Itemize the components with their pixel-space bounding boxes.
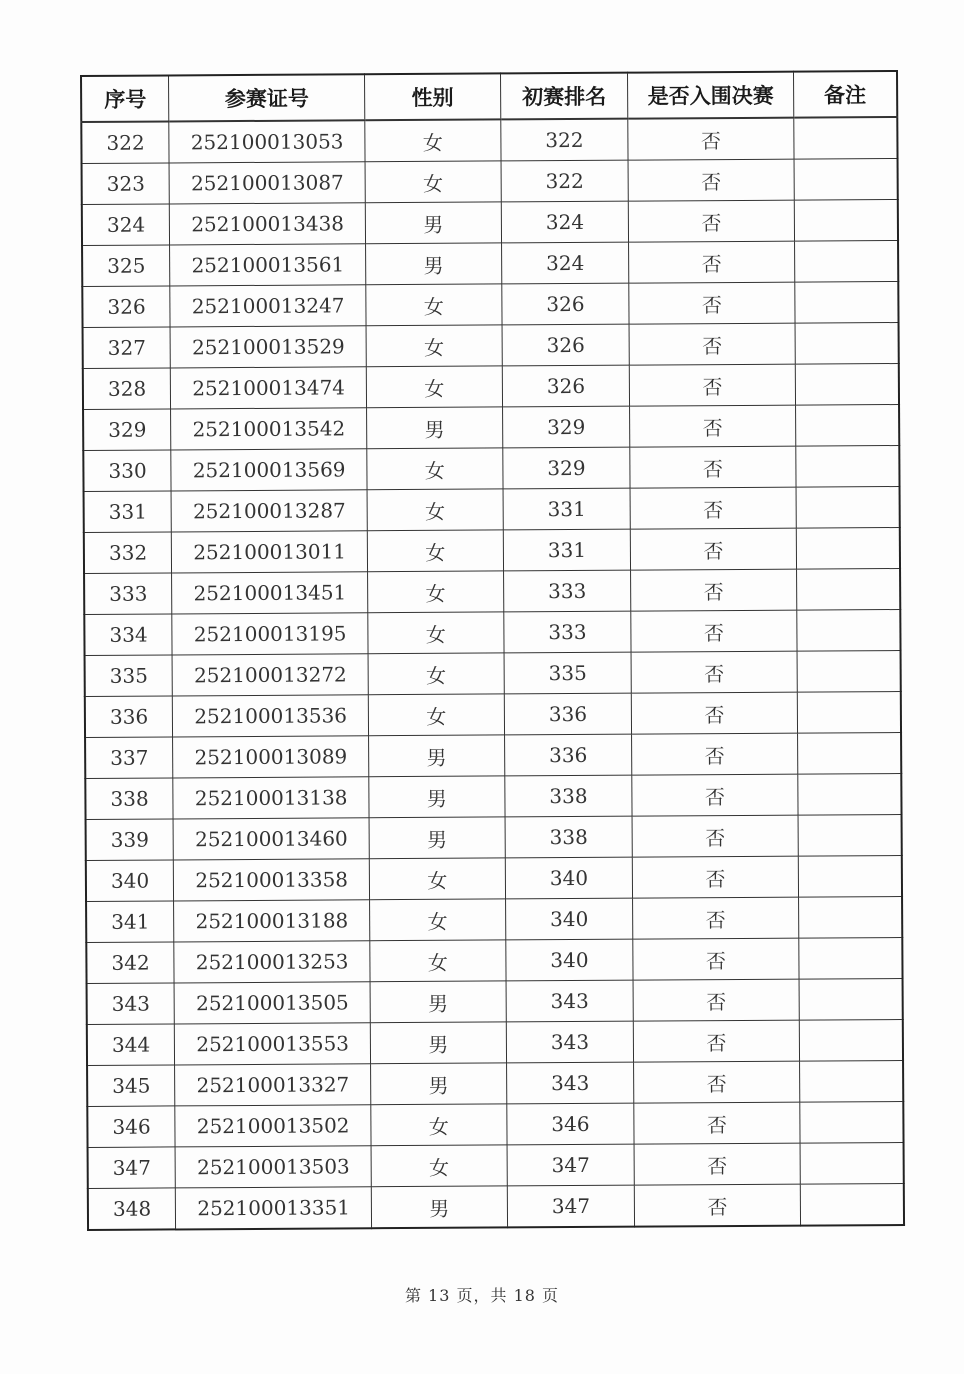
table-row	[83, 405, 899, 451]
cell-id: 252100013351	[176, 1187, 372, 1230]
table-row	[83, 364, 899, 410]
cell-gender: 女	[371, 1145, 507, 1187]
cell-note	[799, 978, 903, 1020]
cell-note	[798, 896, 902, 938]
cell-note	[795, 323, 899, 365]
header-seq: 序号	[81, 75, 169, 122]
cell-rank: 340	[505, 857, 633, 899]
cell-final: 否	[629, 241, 795, 283]
cell-final: 否	[634, 1020, 800, 1062]
cell-final: 否	[630, 364, 796, 406]
cell-gender: 男	[369, 735, 505, 777]
cell-id: 252100013561	[170, 244, 366, 286]
cell-rank: 322	[500, 119, 628, 161]
cell-final: 否	[633, 979, 799, 1021]
table-row	[86, 896, 902, 942]
cell-final: 否	[633, 938, 799, 980]
cell-rank: 338	[505, 816, 633, 858]
table-row	[87, 1019, 903, 1065]
cell-final: 否	[630, 446, 796, 488]
cell-rank: 333	[503, 611, 631, 653]
table-row	[87, 978, 903, 1024]
cell-id: 252100013358	[174, 859, 370, 901]
cell-id: 252100013253	[174, 941, 370, 983]
cell-rank: 335	[504, 652, 632, 694]
cell-final: 否	[630, 405, 796, 447]
cell-id: 252100013502	[175, 1105, 371, 1147]
cell-note	[794, 241, 898, 283]
cell-final: 否	[631, 528, 797, 570]
cell-gender: 男	[369, 817, 505, 859]
cell-seq: 332	[84, 532, 172, 574]
table-row	[87, 1101, 903, 1147]
cell-gender: 女	[370, 940, 506, 982]
cell-note	[797, 609, 901, 651]
cell-id: 252100013247	[170, 285, 366, 327]
cell-final: 否	[634, 1061, 800, 1103]
cell-note	[798, 855, 902, 897]
cell-gender: 女	[368, 612, 504, 654]
table-row	[88, 1183, 904, 1229]
cell-rank: 326	[501, 283, 629, 325]
cell-id: 252100013089	[173, 736, 369, 778]
cell-rank: 324	[501, 201, 629, 243]
cell-note	[794, 117, 898, 159]
table-row	[84, 568, 900, 614]
cell-rank: 331	[503, 529, 631, 571]
cell-seq: 328	[83, 368, 171, 410]
table-row	[87, 1060, 903, 1106]
cell-note	[795, 282, 899, 324]
cell-seq: 322	[81, 121, 169, 163]
cell-note	[796, 446, 900, 488]
cell-id: 252100013195	[172, 613, 368, 655]
cell-final: 否	[629, 282, 795, 324]
cell-id: 252100013011	[172, 531, 368, 573]
cell-seq: 343	[87, 983, 175, 1025]
cell-id: 252100013542	[171, 408, 367, 450]
cell-gender: 女	[365, 161, 501, 203]
cell-final: 否	[632, 733, 798, 775]
cell-rank: 340	[505, 939, 633, 981]
cell-gender: 男	[370, 1022, 506, 1064]
cell-note	[796, 528, 900, 570]
header-rank: 初赛排名	[500, 73, 628, 120]
table-row	[86, 814, 902, 860]
cell-final: 否	[629, 200, 795, 242]
cell-rank: 338	[504, 775, 632, 817]
cell-note	[795, 405, 899, 447]
header-id: 参赛证号	[169, 74, 365, 121]
cell-seq: 327	[83, 327, 171, 369]
cell-note	[795, 364, 899, 406]
cell-id: 252100013474	[171, 367, 367, 409]
cell-rank: 326	[502, 324, 630, 366]
cell-final: 否	[632, 774, 798, 816]
table-row	[88, 1142, 904, 1188]
cell-final: 否	[631, 610, 797, 652]
cell-gender: 男	[371, 1186, 507, 1228]
cell-seq: 344	[87, 1024, 175, 1066]
results-table	[80, 70, 905, 1231]
header-gender: 性别	[365, 73, 501, 120]
cell-id: 252100013272	[172, 654, 368, 696]
cell-rank: 326	[502, 365, 630, 407]
cell-id: 252100013553	[175, 1023, 371, 1065]
cell-gender: 男	[369, 776, 505, 818]
cell-seq: 347	[88, 1147, 176, 1189]
table-row	[82, 159, 898, 205]
cell-gender: 女	[368, 694, 504, 736]
cell-rank: 347	[507, 1144, 635, 1186]
cell-final: 否	[629, 323, 795, 365]
table-row	[85, 773, 901, 819]
cell-seq: 346	[87, 1106, 175, 1148]
cell-seq: 331	[84, 491, 172, 533]
cell-rank: 340	[505, 898, 633, 940]
cell-seq: 336	[85, 696, 173, 738]
cell-note	[800, 1142, 904, 1184]
page-number: 第 13 页，共 18 页	[404, 1286, 560, 1305]
cell-final: 否	[634, 1102, 800, 1144]
cell-note	[799, 1060, 903, 1102]
cell-gender: 女	[369, 858, 505, 900]
table-row	[83, 323, 899, 369]
cell-final: 否	[633, 897, 799, 939]
cell-id: 252100013505	[174, 982, 370, 1024]
cell-final: 否	[630, 487, 796, 529]
cell-final: 否	[633, 856, 799, 898]
table-row	[82, 200, 898, 246]
cell-seq: 339	[86, 819, 174, 861]
cell-seq: 325	[82, 245, 170, 287]
table-row	[84, 487, 900, 533]
cell-seq: 338	[85, 778, 173, 820]
cell-seq: 337	[85, 737, 173, 779]
table-header	[81, 71, 897, 122]
cell-final: 否	[631, 651, 797, 693]
cell-rank: 343	[506, 1062, 634, 1104]
cell-final: 否	[628, 118, 794, 161]
cell-seq: 335	[85, 655, 173, 697]
cell-gender: 女	[365, 119, 501, 161]
cell-gender: 女	[366, 284, 502, 326]
cell-note	[797, 691, 901, 733]
cell-rank: 343	[506, 980, 634, 1022]
cell-seq: 348	[88, 1188, 176, 1230]
cell-final: 否	[632, 692, 798, 734]
table-row	[82, 241, 898, 287]
cell-note	[800, 1101, 904, 1143]
cell-final: 否	[632, 815, 798, 857]
cell-seq: 345	[87, 1065, 175, 1107]
cell-note	[796, 568, 900, 610]
cell-final: 否	[631, 569, 797, 611]
cell-id: 252100013503	[175, 1146, 371, 1188]
table-row	[86, 855, 902, 901]
cell-gender: 男	[366, 243, 502, 285]
cell-id: 252100013087	[169, 162, 365, 204]
cell-gender: 男	[371, 1063, 507, 1105]
cell-rank: 336	[504, 734, 632, 776]
cell-id: 252100013053	[169, 120, 365, 163]
table-row	[85, 691, 901, 737]
cell-rank: 343	[506, 1021, 634, 1063]
table-row	[84, 528, 900, 574]
cell-final: 否	[634, 1143, 800, 1185]
cell-note	[798, 814, 902, 856]
cell-final: 否	[628, 159, 794, 201]
cell-gender: 女	[366, 366, 502, 408]
cell-id: 252100013287	[171, 490, 367, 532]
cell-seq: 342	[86, 942, 174, 984]
cell-note	[797, 732, 901, 774]
cell-rank: 324	[501, 242, 629, 284]
table-row	[83, 446, 899, 492]
cell-note	[799, 1019, 903, 1061]
cell-id: 252100013138	[173, 777, 369, 819]
cell-final: 否	[635, 1184, 801, 1227]
cell-note	[800, 1183, 904, 1225]
cell-gender: 女	[367, 489, 503, 531]
cell-seq: 340	[86, 860, 174, 902]
cell-seq: 326	[82, 286, 170, 328]
cell-seq: 324	[82, 204, 170, 246]
table-row	[81, 117, 897, 163]
cell-rank: 322	[501, 160, 629, 202]
cell-gender: 女	[371, 1104, 507, 1146]
cell-note	[799, 937, 903, 979]
cell-id: 252100013460	[173, 818, 369, 860]
header-note: 备注	[793, 71, 897, 118]
cell-gender: 女	[368, 653, 504, 695]
cell-gender: 女	[367, 530, 503, 572]
cell-id: 252100013451	[172, 572, 368, 614]
cell-note	[794, 200, 898, 242]
cell-seq: 323	[82, 163, 170, 205]
cell-seq: 333	[84, 573, 172, 615]
cell-id: 252100013438	[170, 203, 366, 245]
cell-gender: 男	[370, 981, 506, 1023]
cell-note	[794, 159, 898, 201]
cell-id: 252100013536	[173, 695, 369, 737]
cell-gender: 男	[367, 407, 503, 449]
cell-rank: 336	[504, 693, 632, 735]
cell-rank: 333	[503, 570, 631, 612]
cell-note	[797, 650, 901, 692]
cell-seq: 334	[84, 614, 172, 656]
header-final: 是否入围决赛	[628, 72, 794, 119]
table-row	[82, 282, 898, 328]
cell-note	[796, 487, 900, 529]
table-row	[85, 650, 901, 696]
cell-rank: 329	[502, 406, 630, 448]
table-body	[81, 117, 904, 1230]
cell-seq: 329	[83, 409, 171, 451]
cell-id: 252100013529	[170, 326, 366, 368]
cell-rank: 331	[503, 488, 631, 530]
cell-gender: 男	[365, 202, 501, 244]
cell-gender: 女	[368, 571, 504, 613]
table-row	[86, 937, 902, 983]
cell-rank: 329	[502, 447, 630, 489]
table-row	[84, 609, 900, 655]
cell-id: 252100013569	[171, 449, 367, 491]
cell-rank: 346	[506, 1103, 634, 1145]
cell-gender: 女	[366, 325, 502, 367]
cell-gender: 女	[370, 899, 506, 941]
cell-seq: 330	[83, 450, 171, 492]
cell-id: 252100013188	[174, 900, 370, 942]
cell-gender: 女	[367, 448, 503, 490]
table-row	[85, 732, 901, 778]
cell-note	[798, 773, 902, 815]
cell-rank: 347	[507, 1185, 635, 1227]
cell-seq: 341	[86, 901, 174, 943]
cell-id: 252100013327	[175, 1064, 371, 1106]
header-row	[81, 71, 897, 122]
